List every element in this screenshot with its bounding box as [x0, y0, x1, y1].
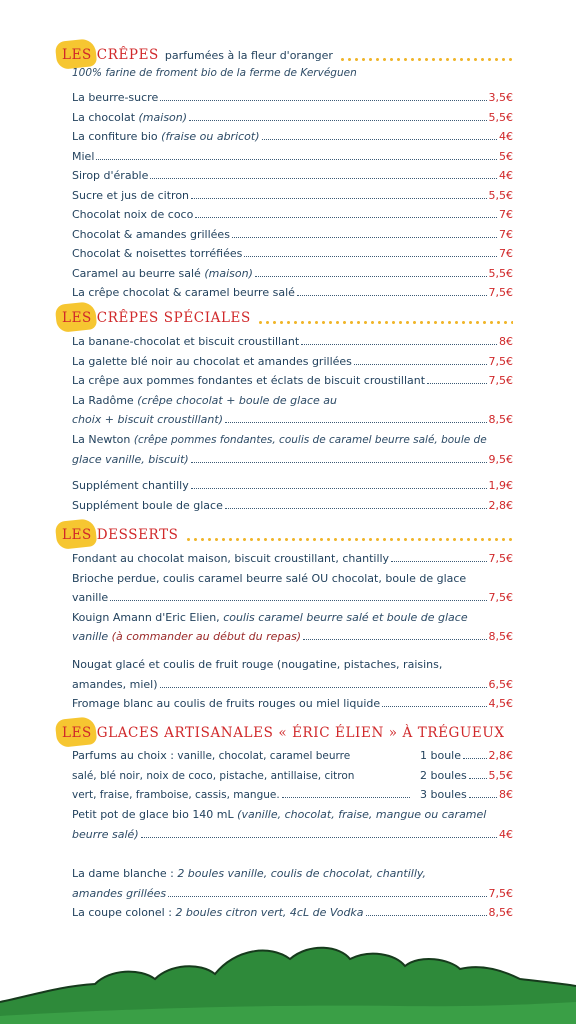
section-title: LES CRÊPES SPÉCIALES [62, 310, 251, 326]
list-item: La confiture bio (fraise ou abricot) 4€ [72, 130, 513, 143]
list-item: La beurre-sucre 3,5€ [72, 91, 513, 104]
list-item: Kouign Amann d'Eric Elien, coulis caramel beurre salé et boule de glace [72, 610, 468, 624]
dotted-divider [185, 538, 513, 541]
list-item: 2 boules 5,5€ [420, 768, 513, 782]
section-title: LES CRÊPES [62, 47, 159, 63]
list-item: La dame blanche : 2 boules vanille, coulis de chocolat, chantilly, [72, 867, 427, 880]
list-item: Brioche perdue, coulis caramel beurre salé OU chocolat, boule de glace [72, 571, 467, 585]
desserts-list-2 [72, 655, 513, 714]
list-item: Fromage blanc au coulis de fruits rouges ou miel liquide 4,5€ [72, 697, 513, 710]
list-item: La crêpe aux pommes fondantes et éclats de biscuit croustillant 7,5€ [72, 374, 513, 387]
list-item: glace vanille, biscuit) 9,5€ [72, 453, 513, 466]
list-item: La galette blé noir au chocolat et amandes grillées 7,5€ [72, 354, 513, 368]
desserts-list [72, 549, 513, 647]
crepes-list [72, 88, 513, 303]
list-item: La Newton (crêpe pommes fondantes, coulis de caramel beurre salé, boule de [72, 432, 487, 446]
list-item: 1 boule 2,8€ [420, 749, 513, 762]
list-item: Miel 5€ [72, 149, 513, 163]
list-item: Sirop d'érable 4€ [72, 169, 513, 182]
list-item: vanille 7,5€ [72, 591, 513, 604]
list-item: Chocolat & amandes grillées 7€ [72, 227, 513, 241]
list-item: amandes grillées 7,5€ [72, 886, 513, 900]
parfums-block [72, 746, 412, 806]
dotted-divider [257, 321, 513, 324]
list-item: La crêpe chocolat & caramel beurre salé 7,5€ [72, 286, 513, 299]
list-item: Nougat glacé et coulis de fruit rouge (nougatine, pistaches, raisins, [72, 658, 443, 671]
list-item: vert, fraise, framboise, cassis, mangue. [72, 786, 412, 806]
coupes-block [72, 864, 513, 923]
flour-note: 100% farine de froment bio de la ferme de Kervéguen [72, 67, 357, 79]
section-desserts-header [62, 522, 513, 548]
list-item: Caramel au beurre salé (maison) 5,5€ [72, 266, 513, 280]
section-subtitle: parfumées à la fleur d'oranger [164, 48, 333, 62]
section-crepes-header [62, 42, 513, 68]
dotted-divider [339, 58, 513, 61]
speciales-list [72, 332, 513, 470]
list-item: amandes, miel) 6,5€ [72, 677, 513, 691]
list-item: Sucre et jus de citron 5,5€ [72, 188, 513, 202]
list-item: Petit pot de glace bio 140 mL (vanille, chocolat, fraise, mangue ou caramel [72, 808, 487, 821]
section-title: LES GLACES ARTISANALES « ÉRIC ÉLIEN » À TRÉGUEUX [62, 725, 505, 741]
list-item: Parfums au choix : vanille, chocolat, caramel beurre [72, 749, 351, 762]
section-title: LES DESSERTS [62, 527, 179, 543]
list-item: Chocolat noix de coco 7€ [72, 208, 513, 221]
list-item: La banane-chocolat et biscuit croustillant 8€ [72, 335, 513, 348]
list-item: 3 boules 8€ [420, 788, 513, 801]
list-item: La Radôme (crêpe chocolat + boule de glace au [72, 393, 337, 407]
section-glaces-header [62, 720, 513, 746]
list-item: beurre salé) 4€ [72, 827, 513, 841]
list-item: La chocolat (maison) 5,5€ [72, 110, 513, 124]
list-item: La coupe colonel : 2 boules citron vert, 4cL de Vodka 8,5€ [72, 906, 513, 919]
green-hills-illustration [0, 924, 576, 1024]
petit-pot-block [72, 805, 513, 844]
boules-prices [420, 746, 513, 805]
list-item: vanille (à commander au début du repas) 8,5€ [72, 630, 513, 643]
list-item: Supplément chantilly 1,9€ [72, 479, 513, 492]
list-item: Supplément boule de glace 2,8€ [72, 498, 513, 512]
list-item: Fondant au chocolat maison, biscuit croustillant, chantilly 7,5€ [72, 552, 513, 565]
dotted-divider [511, 736, 513, 739]
list-item: Chocolat & noisettes torréfiées 7€ [72, 247, 513, 260]
list-item: choix + biscuit croustillant) 8,5€ [72, 413, 513, 426]
supplements-list [72, 476, 513, 515]
section-speciales-header [62, 305, 513, 331]
list-item: salé, blé noir, noix de coco, pistache, antillaise, citron [72, 769, 355, 782]
